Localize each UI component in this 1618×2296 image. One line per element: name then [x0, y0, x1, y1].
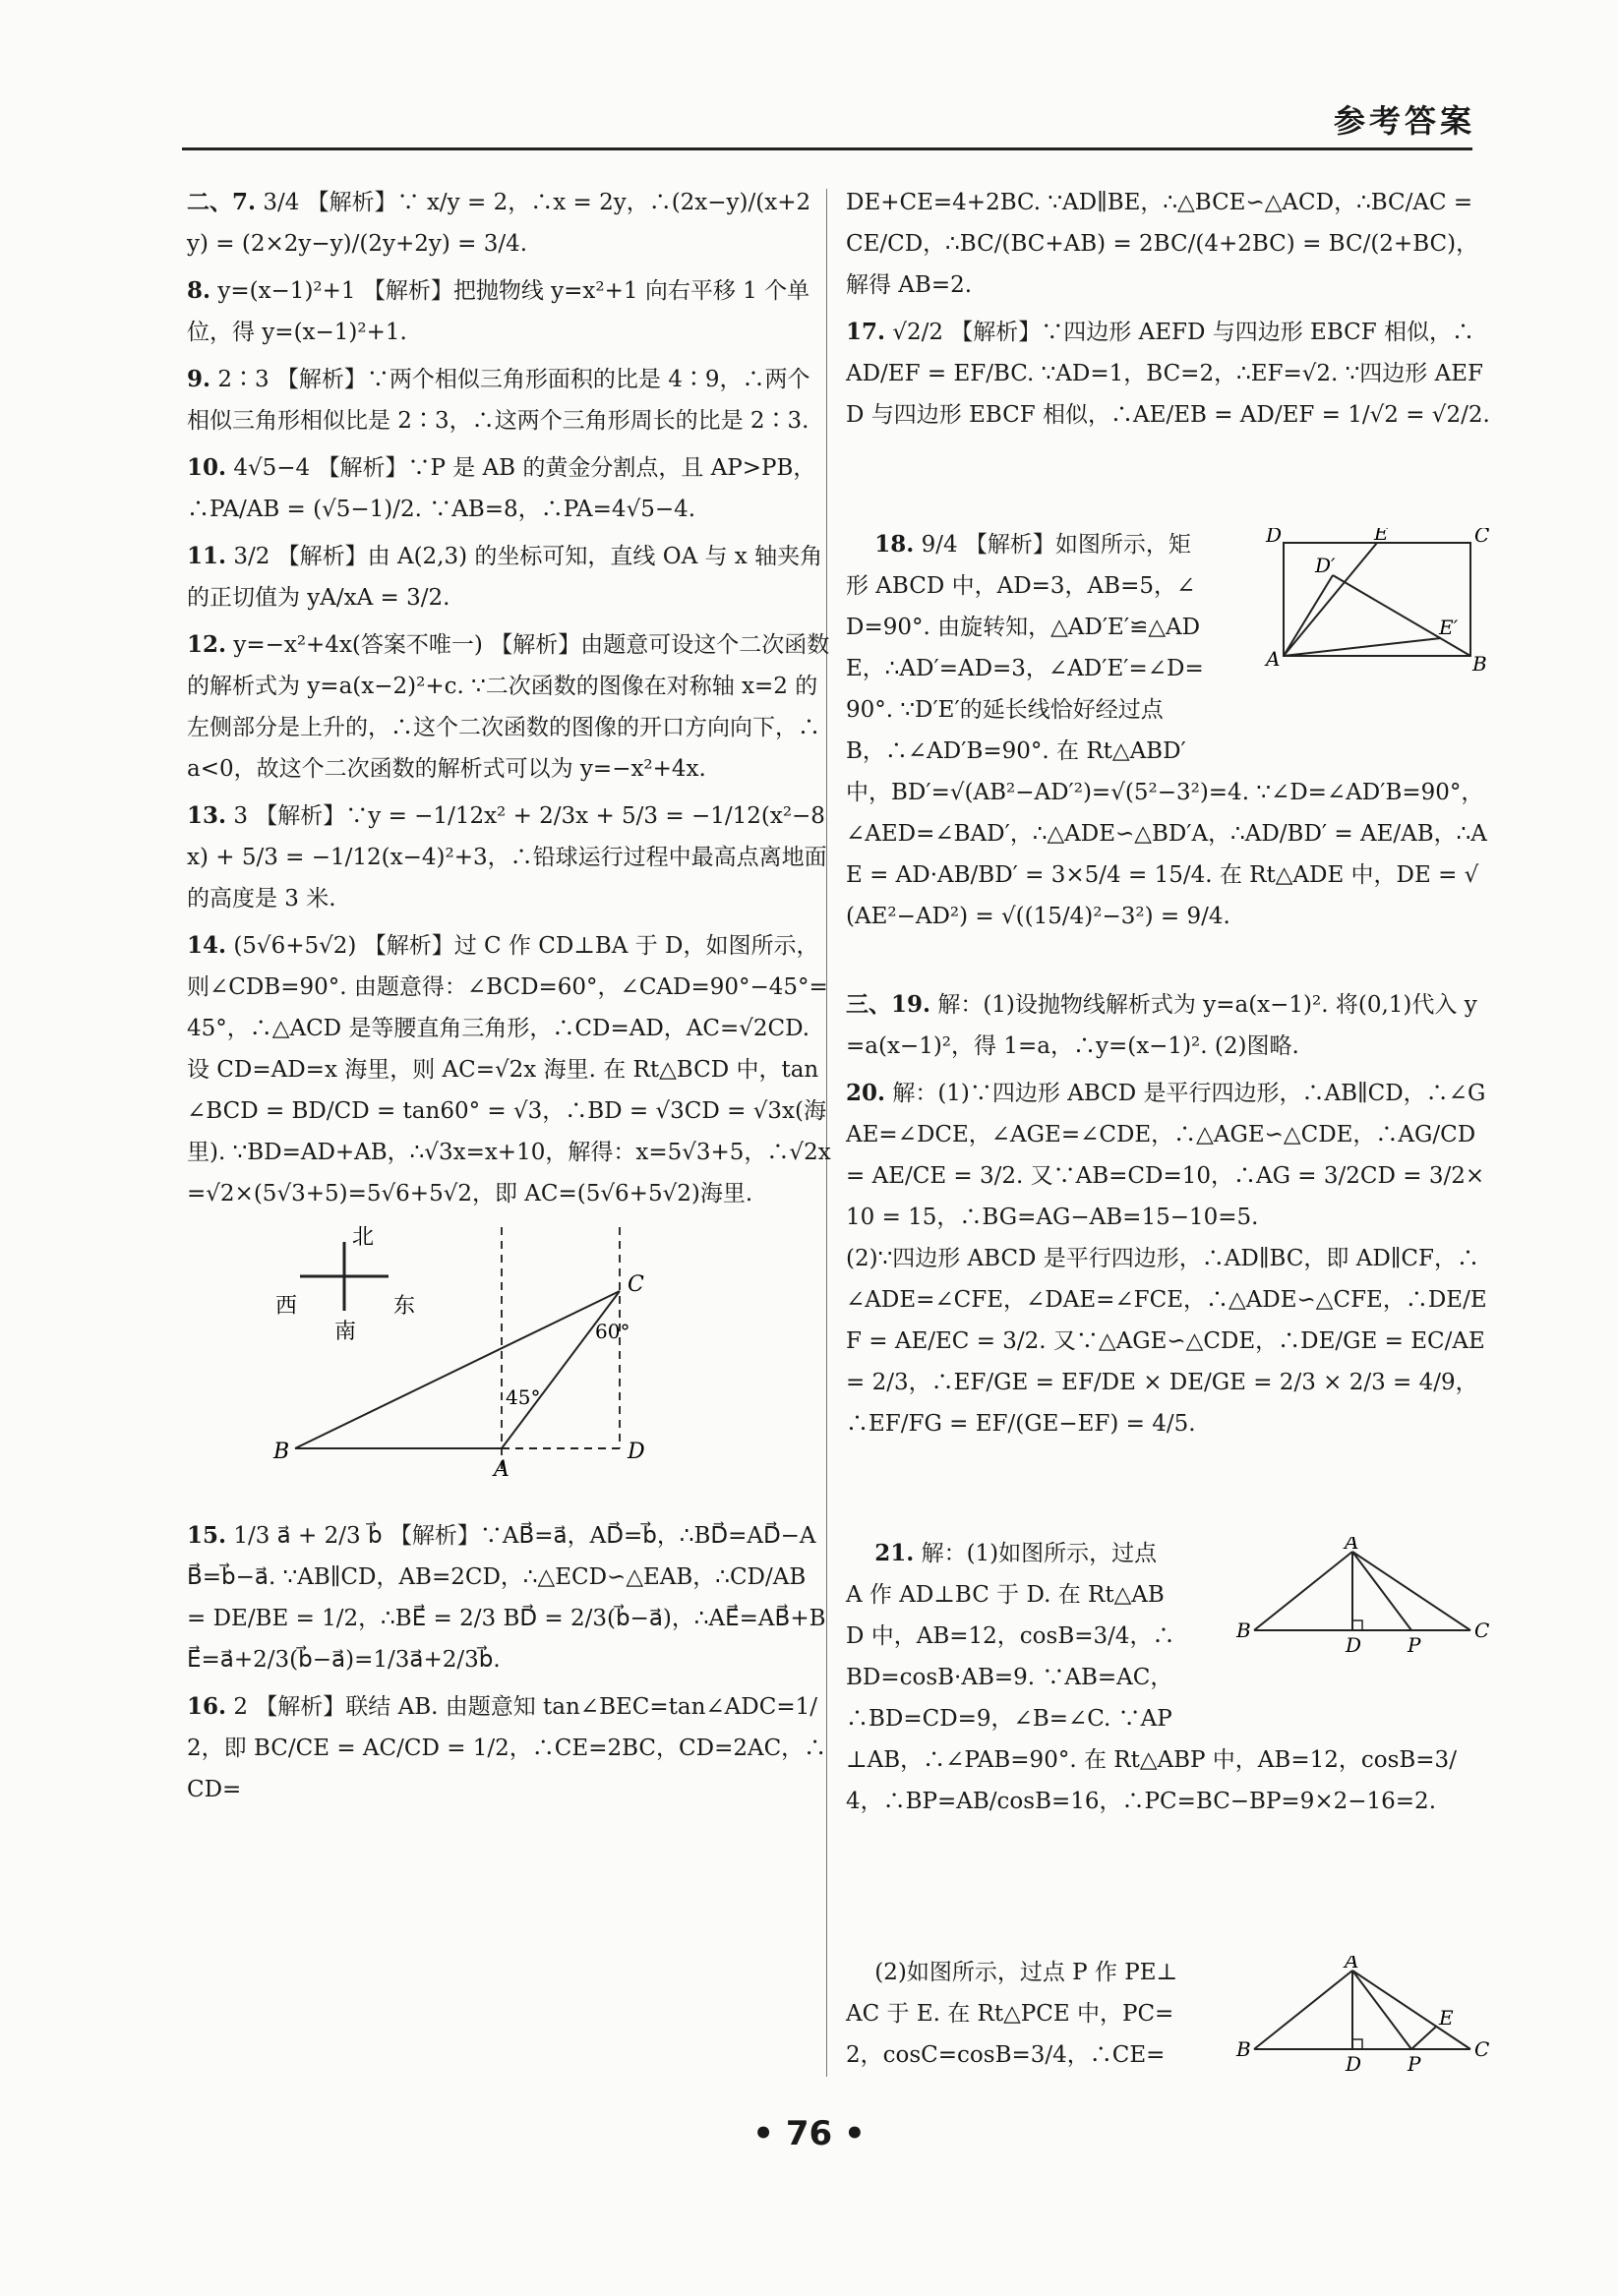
seg-ac [1352, 1552, 1470, 1630]
page-number: • 76 • [752, 2114, 866, 2153]
figure-21b [1191, 1914, 1490, 2129]
a-label-c: C [1474, 1619, 1490, 1642]
r-label-a: A [1266, 647, 1281, 671]
answer-item-16: 16. 2 【解析】联结 AB. 由题意知 tan∠BEC=tan∠ADC=1/2，即 BC/CE = AC/CD = 1/2，∴CE=2BC，CD=2AC，∴CD= [187, 1693, 827, 1802]
label-b: B [273, 1440, 290, 1464]
b-label-e: E [1439, 2006, 1454, 2030]
header-rule [182, 147, 1472, 150]
right-column [846, 182, 1490, 2133]
answer-item-8: 8. y=(x−1)²+1 【解析】把抛物线 y=x²+1 向右平移 1 个单位，得 y=(x−1)²+1. [187, 277, 810, 345]
segment-ac [502, 1291, 620, 1448]
b-label-b: B [1236, 2037, 1251, 2061]
answer-item-18: D E C D′ E′ A B 18. 9/4 【解析】如图所示，矩形 ABCD 中，AD=3，AB=5，∠D=90°. 由旋转知，△AD′E′≌△ADE，∴AD′=AD=3，∠AD′E′=∠D=90°. ∵D′E′的延长线恰好经过点 B，∴∠AD′B=90°. 在 Rt△ABD′中，BD′=√(AB²−AD′²)=√(5²−3²)=4. ∵∠D=∠AD′B=90°，∠AED=∠BAD′，∴△ADE∽△BD′A，∴AD/BD′ = AE/AB，∴AE = AD·AB/BD′ = 3×5/4 = 15/4. 在 Rt△ADE 中，DE = √(AE²−AD²) = √((15/4)²−3²) = 9/4. [846, 442, 1490, 978]
answer-item-20: 20. 解：(1)∵四边形 ABCD 是平行四边形，∴AB∥CD，∴∠GAE=∠DCE，∠AGE=∠CDE，∴△AGE∽△CDE，∴AG/CD = AE/CE = 3/2. 又∵AB=CD=10，∴AG = 3/2CD = 3/2×10 = 15，∴BG=AG−AB=15−10=5. (2)∵四边形 ABCD 是平行四边形，∴AD∥BC，即 AD∥CF，∴∠ADE=∠CFE，∠DAE=∠FCE，∴△ADE∽△CFE，∴DE/EF = AE/EC = 3/2. 又∵△AGE∽△CDE，∴DE/GE = EC/AE = 2/3，∴EF/GE = EF/DE × DE/GE = 2/3 × 2/3 = 4/9，∴EF/FG = EF/(GE−EF) = 4/5. [846, 1080, 1487, 1437]
label-d: D [628, 1440, 645, 1464]
r-label-d2: D′ [1315, 554, 1336, 577]
answer-item-16-cont: DE+CE=4+2BC. ∵AD∥BE，∴△BCE∽△ACD，∴BC/AC = CE/CD，∴BC/(BC+AB) = 2BC/(4+2BC) = BC/(2+BC)，解得 AB=2. [846, 190, 1480, 298]
right-angle-mark-2 [1352, 2039, 1362, 2049]
r-label-c: C [1474, 528, 1490, 547]
figure-18 [1221, 487, 1490, 731]
segment-bc [295, 1291, 620, 1448]
a-label-b: B [1236, 1619, 1251, 1642]
figure-21a [1191, 1496, 1490, 1710]
left-column [187, 182, 831, 1816]
a-label-a: A [1345, 1537, 1359, 1554]
compass-south: 南 [334, 1320, 357, 1344]
seg2-pe [1411, 2027, 1436, 2049]
a-label-p: P [1408, 1633, 1421, 1655]
seg-ab [1254, 1552, 1352, 1630]
segment-ad2 [1284, 575, 1333, 656]
answer-item-19: 三、19. 解：(1)设抛物线解析式为 y=a(x−1)². 将(0,1)代入 y=a(x−1)²，得 1=a，∴y=(x−1)². (2)图略. [846, 991, 1477, 1059]
answer-item-11: 11. 3/2 【解析】由 A(2,3) 的坐标可知，直线 OA 与 x 轴夹角的正切值为 yA/xA = 3/2. [187, 543, 823, 611]
compass-west: 西 [275, 1294, 298, 1319]
answer-item-7: 二、7. 3/4 【解析】∵ x/y = 2，∴x = 2y，∴(2x−y)/(x+2y) = (2×2y−y)/(2y+2y) = 3/4. [187, 189, 811, 257]
r-label-d: D [1266, 528, 1283, 547]
figure-21b-svg [1234, 1956, 1490, 2074]
b-label-d: D [1346, 2052, 1362, 2074]
answer-item-14: 14. (5√6+5√2) 【解析】过 C 作 CD⊥BA 于 D，如图所示，则∠CDB=90°. 由题意得：∠BCD=60°，∠CAD=90°−45°=45°，∴△ACD 是等腰直角三角形，∴CD=AD，AC=√2CD. 设 CD=AD=x 海里，则 AC=√2x 海里. 在 Rt△BCD 中，tan∠BCD = BD/CD = tan60° = √3，∴BD = √3CD = √3x(海里). ∵BD=AD+AB，∴√3x=x+10，解得：x=5√3+5，∴√2x=√2×(5√3+5)=5√6+5√2，即 AC=(5√6+5√2)海里. [187, 932, 831, 1207]
answer-item-10: 10. 4√5−4 【解析】∵P 是 AB 的黄金分割点，且 AP>PB，∴PA/AB = (√5−1)/2. ∵AB=8，∴PA=4√5−4. [187, 454, 816, 522]
answer-item-15: 15. 1/3 a⃗ + 2/3 b⃗ 【解析】∵AB⃗=a⃗，AD⃗=b⃗，∴BD⃗=AD⃗−AB⃗=b⃗−a⃗. ∵AB∥CD，AB=2CD，∴△ECD∽△EAB，∴CD/AB = DE/BE = 1/2，∴BE⃗ = 2/3 BD⃗ = 2/3(b⃗−a⃗)，∴AE⃗=AB⃗+BE⃗=a⃗+2/3(b⃗−a⃗)=1/3a⃗+2/3b⃗. [187, 1522, 826, 1673]
b-label-c: C [1474, 2037, 1490, 2061]
compass-north: 北 [352, 1225, 375, 1250]
a-label-d: D [1346, 1633, 1362, 1655]
figure-14-svg [187, 1222, 831, 1488]
angle-45: 45° [506, 1385, 541, 1409]
b-label-a: A [1345, 1956, 1359, 1972]
answer-item-17: 17. √2/2 【解析】∵四边形 AEFD 与四边形 EBCF 相似，∴AD/EF = EF/BC. ∵AD=1，BC=2，∴EF=√2. ∵四边形 AEFD 与四边形 EBCF 相似，∴AE/EB = AD/EF = 1/√2 = √2/2. [846, 319, 1490, 428]
figure-21a-svg [1234, 1537, 1490, 1655]
figure-14 [187, 1222, 831, 1501]
seg2-ap [1352, 1971, 1411, 2049]
r-label-b: B [1472, 652, 1487, 676]
answer-item-21: A B C D P 21. 解：(1)如图所示，过点 A 作 AD⊥BC 于 D. 在 Rt△ABD 中，AB=12，cosB=3/4，∴BD=cosB·AB=9. ∵AB=AC，∴BD=CD=9，∠B=∠C. ∵AP⊥AB，∴∠PAB=90°. 在 Rt△ABP 中，AB=12，cosB=3/4，∴BP=AB/cosB=16，∴PC=BC−BP=9×2−16=2. [846, 1450, 1490, 1863]
page-header-title: 参考答案 [1333, 102, 1475, 140]
figure-18-svg [1264, 528, 1490, 676]
segment-ae2 [1284, 638, 1441, 656]
angle-60: 60° [595, 1320, 630, 1343]
r-label-e: E [1374, 528, 1389, 545]
label-c: C [628, 1272, 644, 1297]
answer-item-12: 12. y=−x²+4x(答案不唯一) 【解析】由题意可设这个二次函数的解析式为 y=a(x−2)²+c. ∵二次函数的图像在对称轴 x=2 的左侧部分是上升的，∴这个二次函数的图像的开口方向向下，∴a<0，故这个二次函数的解析式可以为 y=−x²+4x. [187, 631, 830, 782]
right-angle-mark [1352, 1620, 1362, 1630]
compass-east: 东 [393, 1294, 416, 1319]
r-label-e2: E′ [1439, 616, 1459, 639]
answer-item-13: 13. 3 【解析】∵y = −1/12x² + 2/3x + 5/3 = −1/12(x²−8x) + 5/3 = −1/12(x−4)²+3，∴铅球运行过程中最高点离地面的高度是 3 米. [187, 802, 827, 912]
answer-item-21-part2: A B C D P E (2)如图所示，过点 P 作 PE⊥AC 于 E. 在 Rt△PCE 中，PC=2，cosC=cosB=3/4，∴CE= [846, 1869, 1490, 2117]
label-a: A [494, 1457, 509, 1482]
answer-item-9: 9. 2∶3 【解析】∵两个相似三角形面积的比是 4∶9，∴两个相似三角形相似比是 2∶3，∴这两个三角形周长的比是 2∶3. [187, 366, 810, 434]
seg-ap [1352, 1552, 1411, 1630]
seg2-ab [1254, 1971, 1352, 2049]
b-label-p: P [1408, 2052, 1421, 2074]
